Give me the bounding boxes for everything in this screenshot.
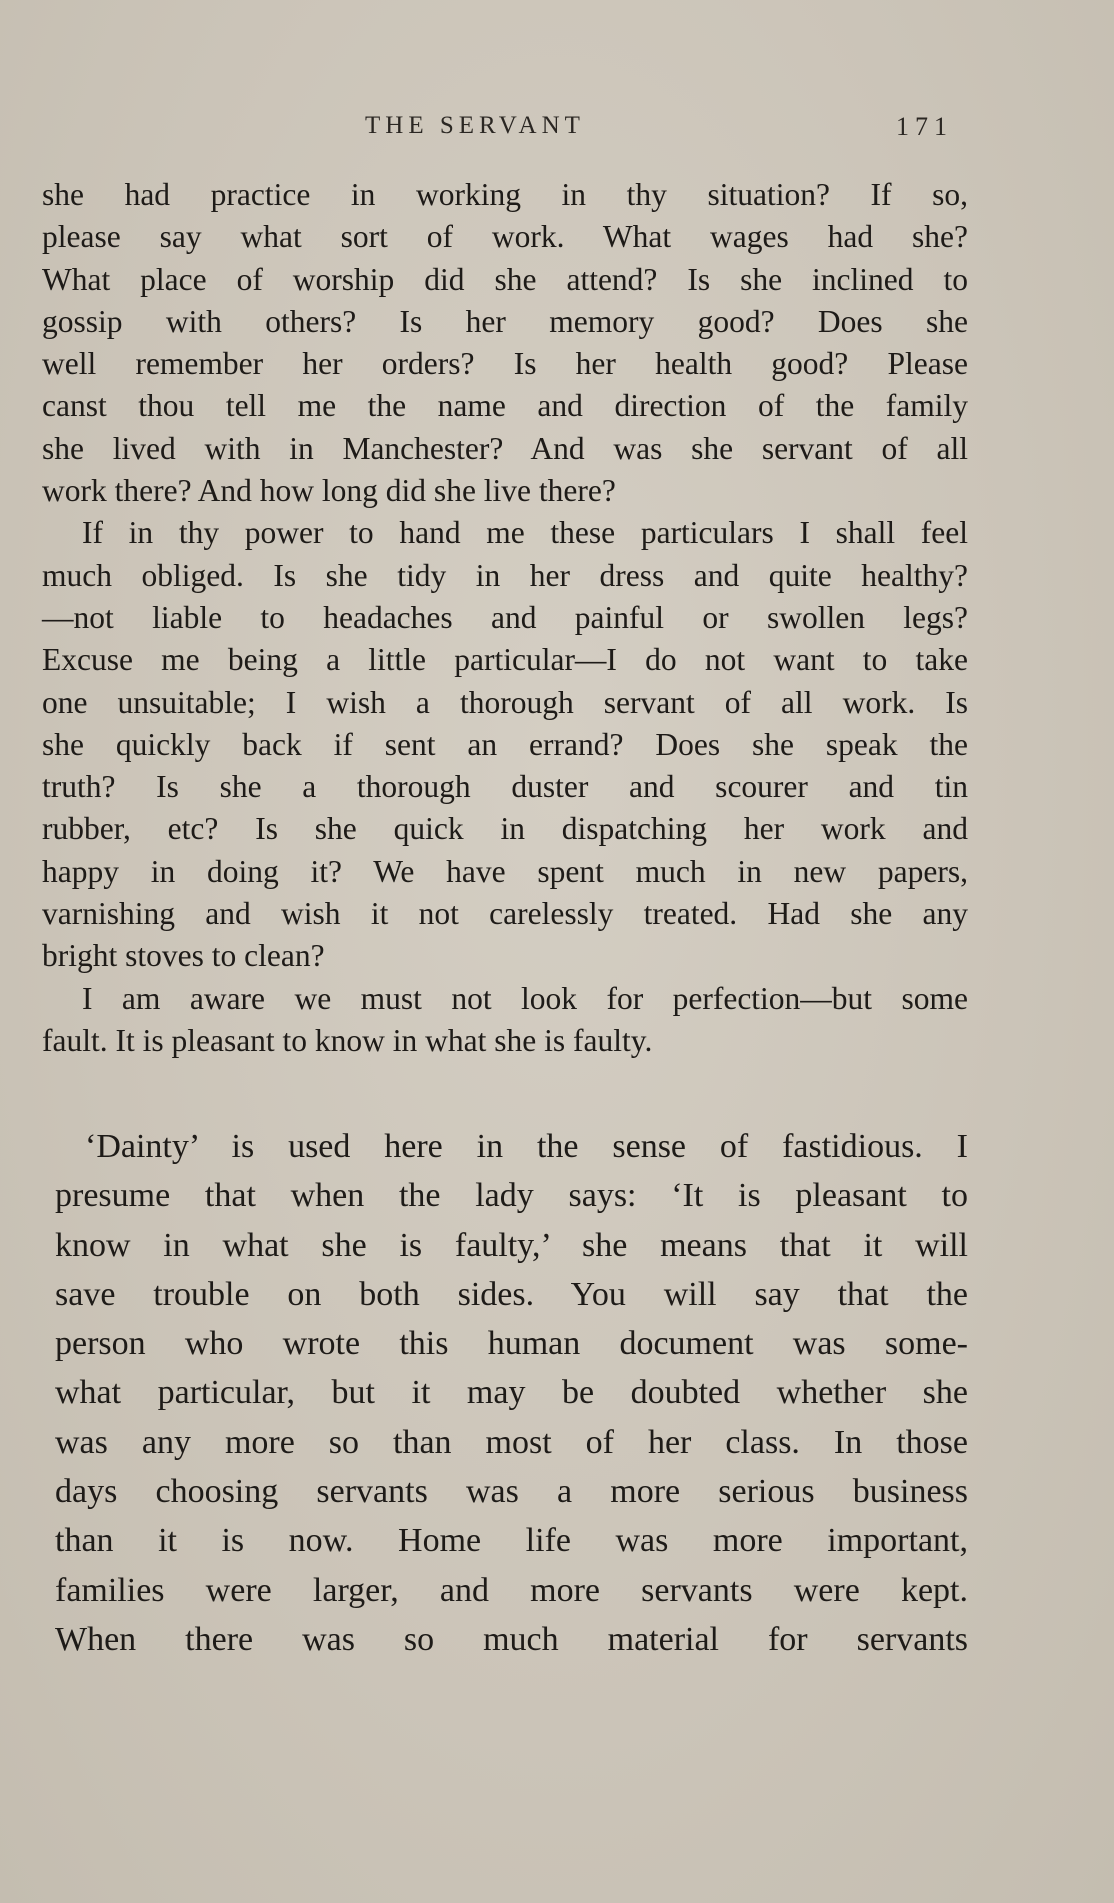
text-line: was any more so than most of her class. In those	[55, 1423, 968, 1461]
text-line: she lived with in Manchester? And was she servant of all	[42, 430, 968, 466]
text-line: person who wrote this human document was some-	[55, 1325, 968, 1363]
text-line: bright stoves to clean?	[42, 938, 325, 974]
text-line: she had practice in working in thy situation? If so,	[42, 177, 968, 212]
letter-paragraph-2	[42, 512, 968, 554]
text-line: If in thy power to hand me these particulars I shall feel	[82, 515, 968, 551]
text-line: please say what sort of work. What wages had she?	[42, 219, 968, 255]
page-number: 171	[896, 112, 953, 141]
quoted-letter	[42, 174, 968, 1062]
running-head	[0, 112, 1114, 146]
text-line: she quickly back if sent an errand? Does she speak the	[42, 726, 968, 762]
text-line: I am aware we must not look for perfection—but some	[82, 980, 968, 1016]
text-line: one unsuitable; I wish a thorough servant of all work. Is	[42, 684, 968, 720]
text-line: happy in doing it? We have spent much in new papers,	[42, 853, 968, 889]
text-line: families were larger, and more servants were kept.	[55, 1571, 968, 1609]
text-line: —not liable to headaches and painful or swollen legs?	[42, 599, 968, 635]
text-line: canst thou tell me the name and direction of the family	[42, 388, 968, 424]
letter-paragraph-2-cont	[42, 555, 968, 978]
text-line: When there was so much material for servants	[55, 1620, 968, 1658]
text-line: varnishing and wish it not carelessly treated. Had she any	[42, 896, 968, 932]
text-line: much obliged. Is she tidy in her dress and quite healthy?	[42, 557, 968, 593]
letter-paragraph-3-cont	[42, 1020, 968, 1062]
letter-paragraph-1	[42, 174, 968, 512]
running-title: THE SERVANT	[365, 112, 585, 139]
text-line: what particular, but it may be doubted whether she	[55, 1374, 968, 1412]
commentary-paragraph	[55, 1122, 968, 1664]
text-line: truth? Is she a thorough duster and scourer and tin	[42, 769, 968, 805]
text-line: Excuse me being a little particular—I do not want to take	[42, 642, 968, 678]
text-line: fault. It is pleasant to know in what she is faulty.	[42, 1022, 653, 1058]
text-line: well remember her orders? Is her health good? Please	[42, 346, 968, 382]
text-line: save trouble on both sides. You will say that the	[55, 1275, 968, 1313]
text-line: gossip with others? Is her memory good? Does she	[42, 303, 968, 339]
text-line: know in what she is faulty,’ she means that it will	[55, 1226, 968, 1264]
text-line: ‘Dainty’ is used here in the sense of fastidious. I	[85, 1128, 968, 1165]
text-line: rubber, etc? Is she quick in dispatching her work and	[42, 811, 968, 847]
text-line: than it is now. Home life was more important,	[55, 1522, 968, 1560]
text-line: work there? And how long did she live there?	[42, 473, 616, 509]
text-line: presume that when the lady says: ‘It is pleasant to	[55, 1177, 968, 1215]
text-line: days choosing servants was a more serious business	[55, 1473, 968, 1511]
text-line: What place of worship did she attend? Is she inclined to	[42, 261, 968, 297]
letter-paragraph-3	[42, 978, 968, 1020]
